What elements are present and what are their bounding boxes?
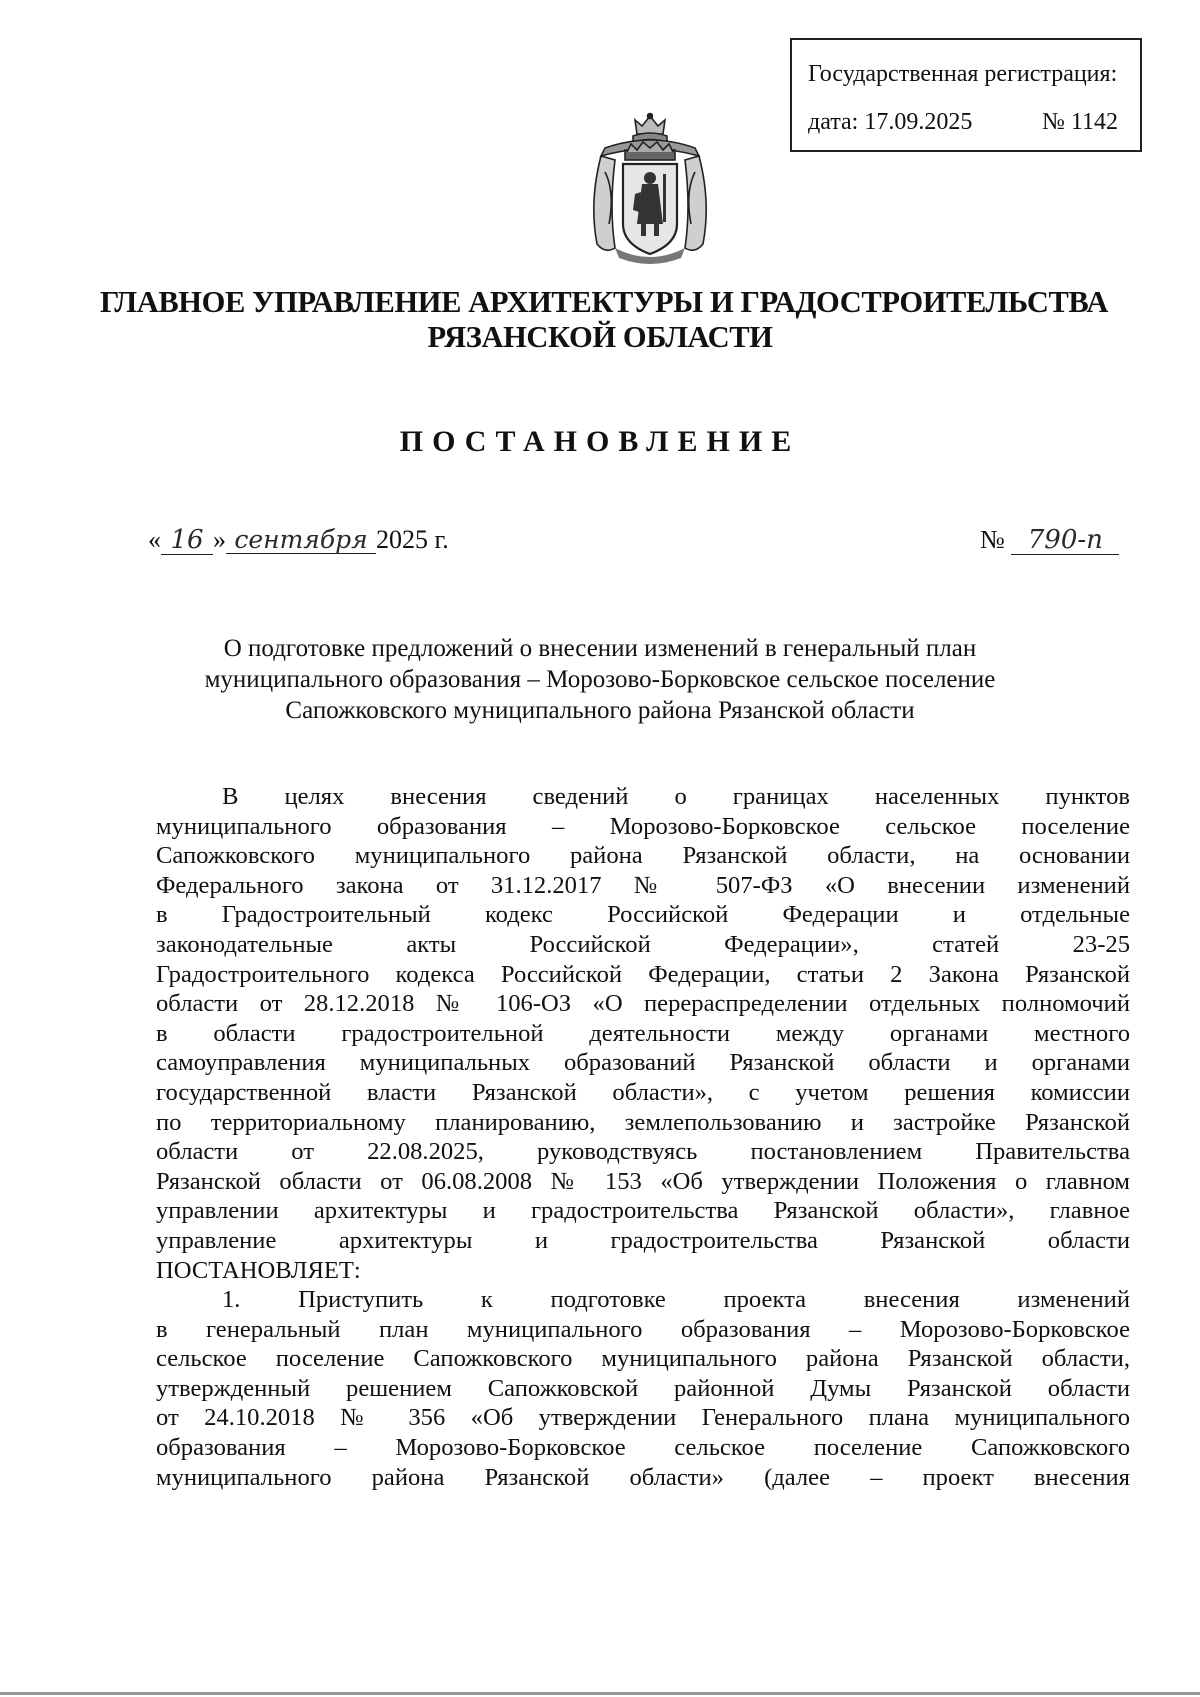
body-line: области от 22.08.2025, руководствуясь постановлением Правительства bbox=[156, 1138, 1130, 1166]
title-line: Сапожковского муниципального района Рязанской области bbox=[285, 697, 915, 724]
org-name-line-2: РЯЗАНСКОЙ ОБЛАСТИ bbox=[427, 320, 773, 354]
body-line: самоуправления муниципальных образований Рязанской области и органами bbox=[156, 1049, 1130, 1077]
body-line-item-1: 1. Приступить к подготовке проекта внесения изменений bbox=[222, 1286, 1130, 1314]
body-line: государственной власти Рязанской области», с учетом решения комиссии bbox=[156, 1078, 1130, 1106]
document-type-heading: ПОСТАНОВЛЕНИЕ bbox=[399, 425, 801, 458]
body-line: Сапожковского муниципального района Рязанской области, на основании bbox=[156, 842, 1130, 870]
date-open-quote: « bbox=[148, 525, 161, 554]
document-title bbox=[130, 633, 1070, 726]
registration-date: дата: 17.09.2025 bbox=[808, 109, 973, 135]
body-line: муниципального образования – Морозово-Борковское сельское поселение bbox=[156, 812, 1130, 840]
org-name-line-1: ГЛАВНОЕ УПРАВЛЕНИЕ АРХИТЕКТУРЫ И ГРАДОСТРОИТЕЛЬСТВА bbox=[100, 285, 1109, 319]
body-line: Градостроительного кодекса Российской Федерации, статьи 2 Закона Рязанской bbox=[156, 960, 1130, 988]
handwritten-number: 790-п bbox=[1011, 527, 1119, 555]
number-sign: № bbox=[980, 525, 1005, 554]
handwritten-month: сентября bbox=[226, 527, 376, 554]
body-line: от 24.10.2018 № 356 «Об утверждении Генерального плана муниципального bbox=[156, 1404, 1130, 1432]
body-line: управлении архитектуры и градостроительства Рязанской области», главное bbox=[156, 1197, 1130, 1225]
registration-title: Государственная регистрация: bbox=[808, 61, 1118, 87]
body-line: в генеральный план муниципального образования – Морозово-Борковское bbox=[156, 1315, 1130, 1343]
document-body bbox=[156, 782, 1130, 1492]
page-bottom-edge bbox=[0, 1692, 1200, 1695]
date-close-quote: » bbox=[213, 525, 226, 554]
body-line: по территориальному планированию, землепользованию и застройке Рязанской bbox=[156, 1108, 1130, 1136]
body-line: В целях внесения сведений о границах населенных пунктов bbox=[222, 783, 1130, 810]
body-line: Федерального закона от 31.12.2017 № 507-ФЗ «О внесении изменений bbox=[156, 871, 1130, 899]
registration-stamp bbox=[790, 38, 1142, 152]
body-line: Рязанской области от 06.08.2008 № 153 «Об утверждении Положения о главном bbox=[156, 1167, 1130, 1195]
registration-number: № 1142 bbox=[1042, 109, 1119, 135]
body-line: области от 28.12.2018 № 106-ОЗ «О перераспределении отдельных полномочий bbox=[156, 990, 1130, 1018]
title-line: муниципального образования – Морозово-Борковское сельское поселение bbox=[204, 666, 996, 693]
coat-of-arms-icon bbox=[575, 112, 725, 270]
document-number bbox=[980, 525, 1119, 555]
body-line: в области градостроительной деятельности между органами местного bbox=[156, 1019, 1130, 1047]
body-line: утвержденный решением Сапожковской районной Думы Рязанской области bbox=[156, 1374, 1130, 1402]
body-line: в Градостроительный кодекс Российской Федерации и отдельные bbox=[156, 901, 1130, 929]
body-line: сельское поселение Сапожковского муниципального района Рязанской области, bbox=[156, 1345, 1130, 1373]
body-line: законодательные акты Российской Федерации», статей 23-25 bbox=[156, 930, 1130, 958]
body-line: управление архитектуры и градостроительства Рязанской области bbox=[156, 1226, 1130, 1254]
document-date bbox=[148, 525, 449, 555]
body-line: образования – Морозово-Борковское сельское поселение Сапожковского bbox=[156, 1434, 1130, 1462]
body-line-decree: ПОСТАНОВЛЯЕТ: bbox=[156, 1256, 361, 1284]
date-year: 2025 г. bbox=[376, 525, 449, 554]
handwritten-day: 16 bbox=[161, 527, 213, 555]
body-line: муниципального района Рязанской области» (далее – проект внесения bbox=[156, 1463, 1130, 1491]
title-line: О подготовке предложений о внесении изменений в генеральный план bbox=[223, 635, 977, 662]
